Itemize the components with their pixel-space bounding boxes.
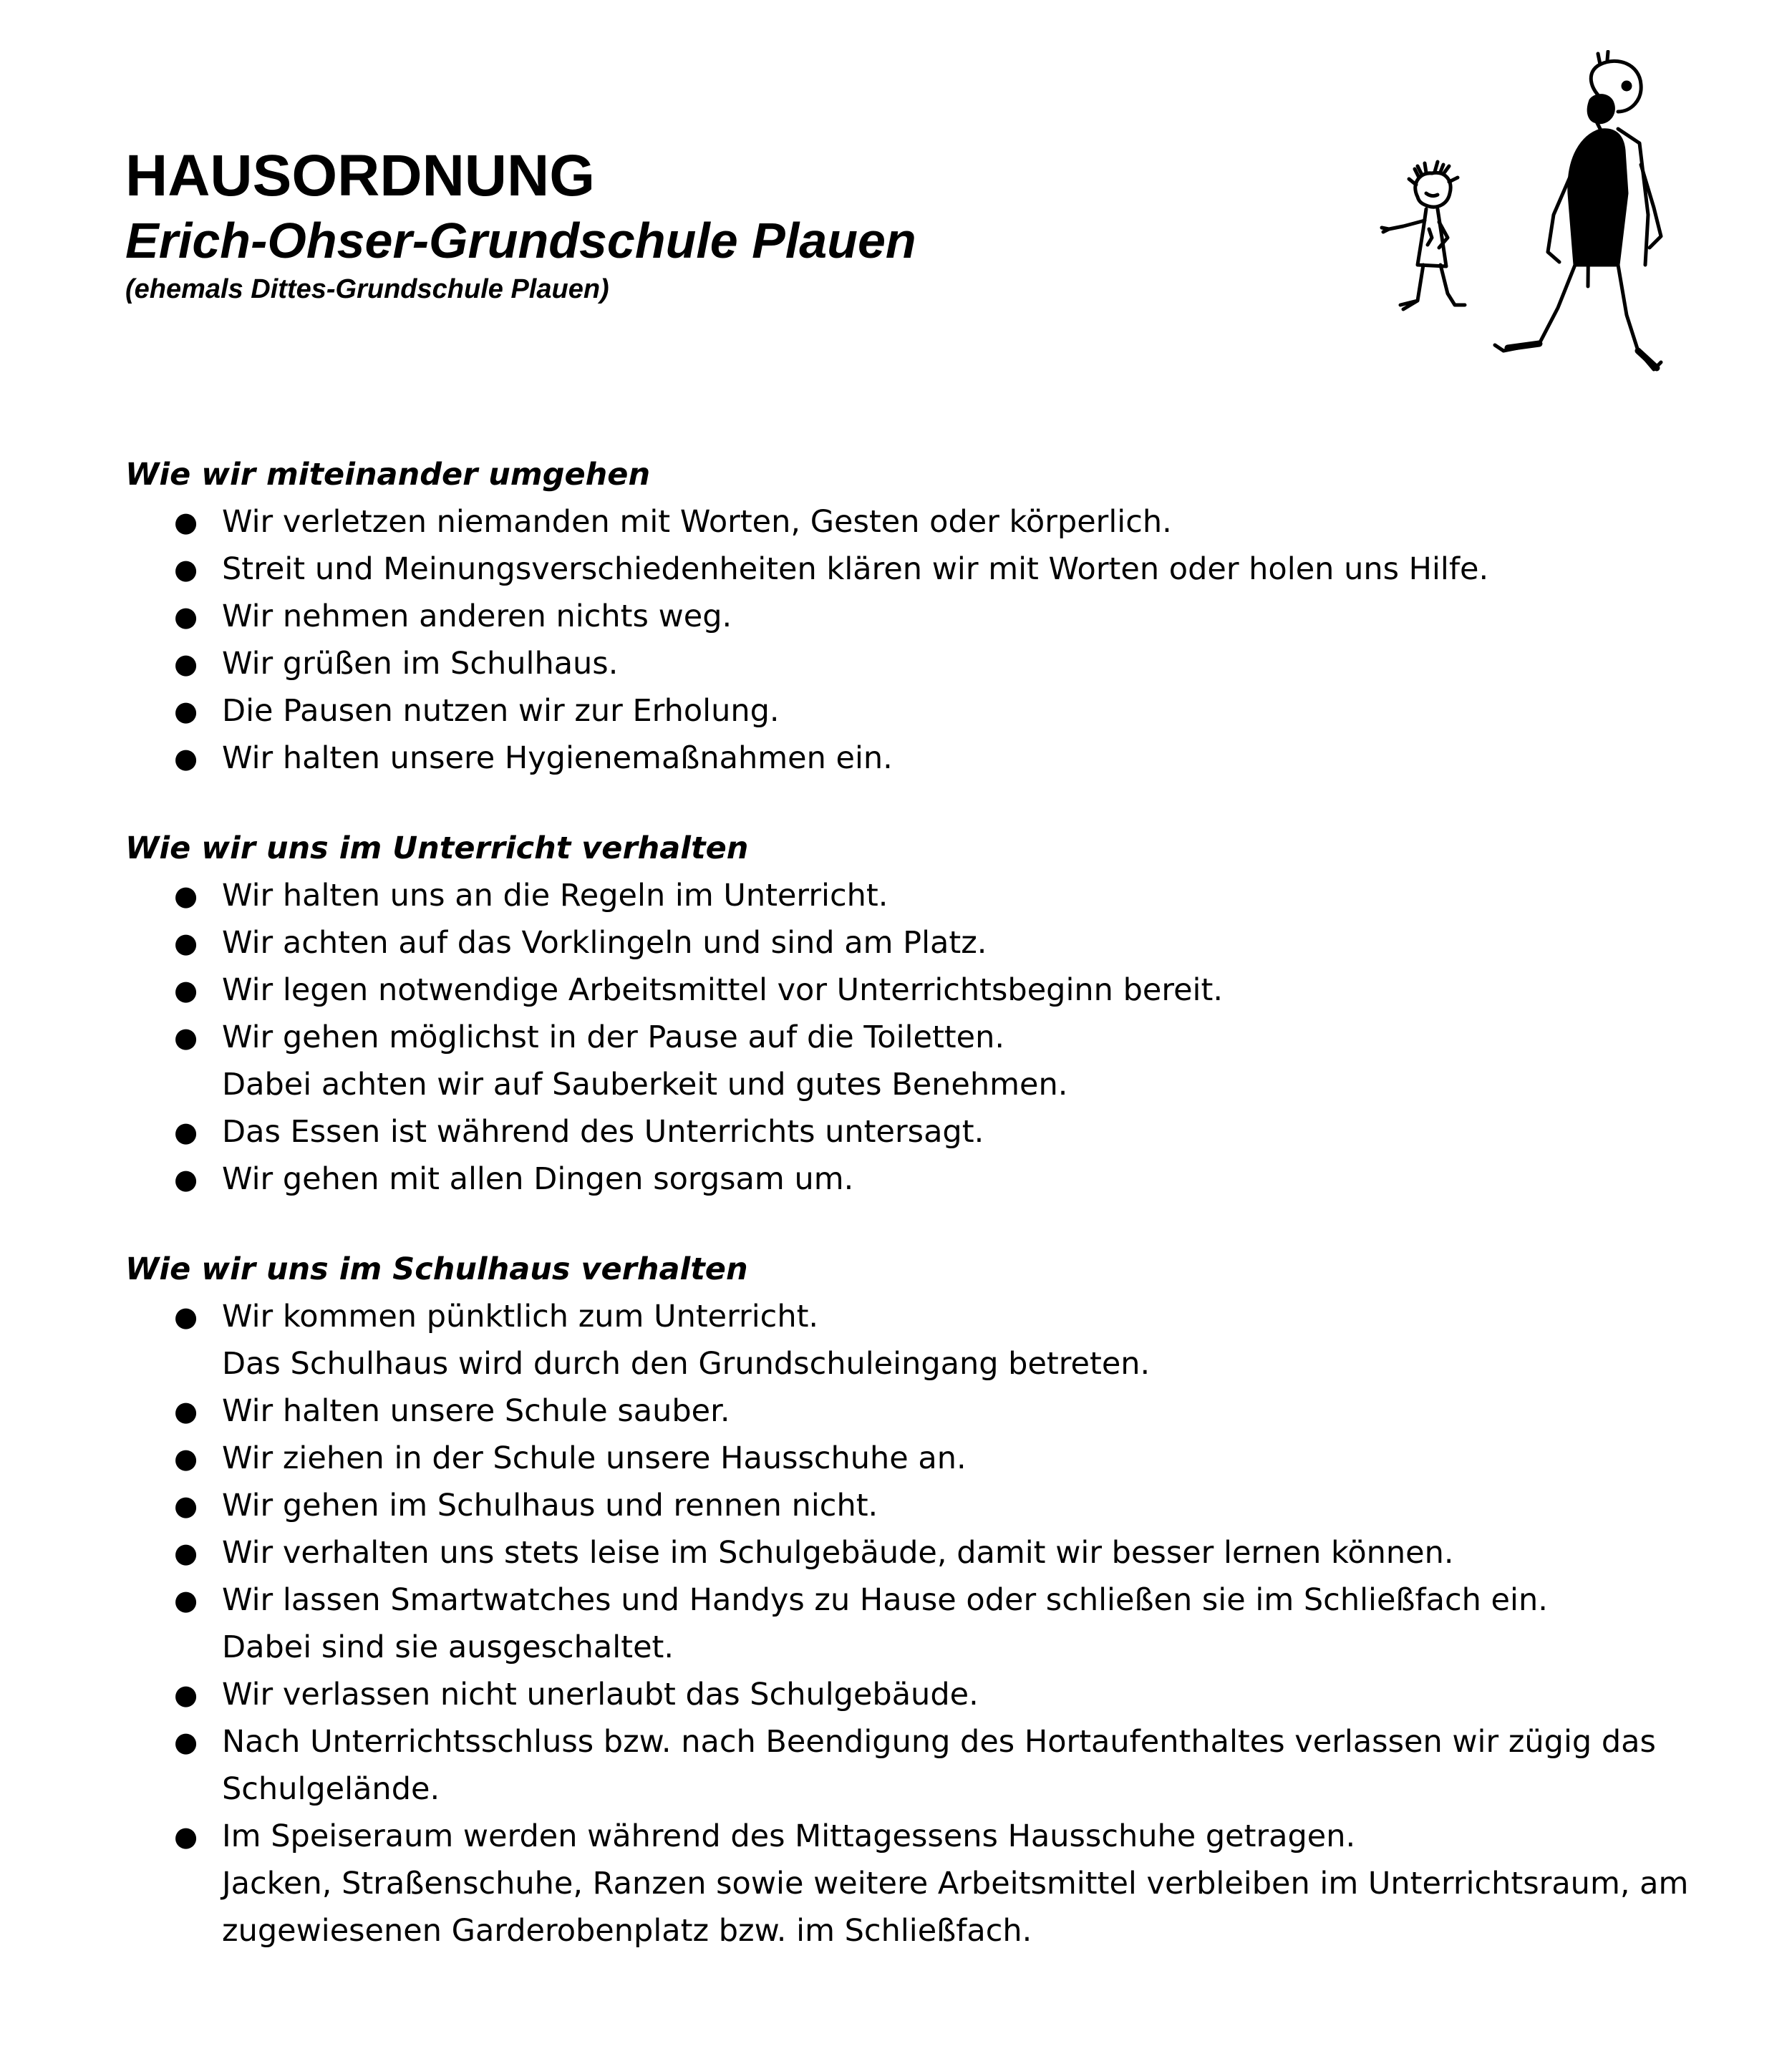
rule-text: Streit und Meinungsverschiedenheiten klären wir mit Worten oder holen uns Hilfe.	[222, 551, 1489, 587]
rule-item	[125, 1387, 1715, 1435]
rule-item	[125, 1435, 1715, 1482]
rule-item	[125, 546, 1715, 593]
bullet-icon: ●	[174, 553, 198, 585]
rule-item	[125, 1576, 1715, 1671]
document-title: HAUSORDNUNG	[125, 143, 595, 208]
rule-text: Das Essen ist während des Unterrichts untersagt.	[222, 1114, 984, 1150]
rule-text: zugewiesenen Garderobenplatz bzw. im Schließfach.	[222, 1913, 1032, 1949]
rules-content	[125, 451, 1715, 1997]
rule-text: Wir lassen Smartwatches und Handys zu Hause oder schließen sie im Schließfach ein.	[222, 1582, 1548, 1618]
rule-text: Dabei sind sie ausgeschaltet.	[222, 1629, 674, 1665]
bullet-icon: ●	[174, 695, 198, 727]
rule-item	[125, 966, 1715, 1014]
rules-section	[125, 1246, 1715, 1954]
bullet-icon: ●	[174, 1679, 198, 1710]
rule-text: Nach Unterrichtsschluss bzw. nach Beendigung des Hortaufenthaltes verlassen wir zügig das	[222, 1724, 1656, 1760]
rule-item	[125, 1293, 1715, 1387]
bullet-icon: ●	[174, 506, 198, 538]
rule-text: Wir verlassen nicht unerlaubt das Schulgebäude.	[222, 1677, 979, 1712]
rule-text: Wir halten uns an die Regeln im Unterricht.	[222, 878, 888, 914]
rule-item	[125, 1718, 1715, 1813]
rule-text: Schulgelände.	[222, 1771, 440, 1807]
rule-item	[125, 498, 1715, 546]
rule-item	[125, 1813, 1715, 1954]
rule-text: Wir kommen pünktlich zum Unterricht.	[222, 1299, 819, 1334]
bullet-icon: ●	[174, 742, 198, 774]
bullet-icon: ●	[174, 1301, 198, 1332]
rule-item	[125, 1529, 1715, 1576]
rule-text: Wir ziehen in der Schule unsere Hausschuhe an.	[222, 1440, 967, 1476]
bullet-icon: ●	[174, 601, 198, 632]
bullet-icon: ●	[174, 880, 198, 911]
section-heading: Wie wir uns im Unterricht verhalten	[125, 830, 749, 866]
rule-text: Im Speiseraum werden während des Mittagessens Hausschuhe getragen.	[222, 1818, 1356, 1854]
rule-text: Wir grüßen im Schulhaus.	[222, 646, 619, 682]
rule-list	[125, 872, 1715, 1203]
rule-list	[125, 498, 1715, 782]
rule-item	[125, 640, 1715, 687]
rule-item	[125, 687, 1715, 735]
bullet-icon: ●	[174, 1395, 198, 1427]
bullet-icon: ●	[174, 1443, 198, 1474]
rule-item	[125, 872, 1715, 919]
bullet-icon: ●	[174, 1584, 198, 1616]
rules-section	[125, 825, 1715, 1203]
bullet-icon: ●	[174, 1537, 198, 1569]
rule-item	[125, 919, 1715, 966]
rule-text: Wir halten unsere Hygienemaßnahmen ein.	[222, 740, 893, 776]
father-and-son-drawing-icon	[1360, 50, 1733, 394]
rule-text: Wir verletzen niemanden mit Worten, Gesten oder körperlich.	[222, 504, 1172, 540]
rule-text: Die Pausen nutzen wir zur Erholung.	[222, 693, 780, 729]
school-name: Erich-Ohser-Grundschule Plauen	[125, 213, 916, 268]
bullet-icon: ●	[174, 648, 198, 679]
rule-text: Wir verhalten uns stets leise im Schulgebäude, damit wir besser lernen können.	[222, 1535, 1454, 1571]
rule-text: Wir achten auf das Vorklingeln und sind am Platz.	[222, 925, 987, 961]
rules-section	[125, 451, 1715, 782]
rule-text: Wir nehmen anderen nichts weg.	[222, 599, 732, 634]
rule-item	[125, 1155, 1715, 1203]
rule-text: Wir gehen im Schulhaus und rennen nicht.	[222, 1488, 878, 1523]
bullet-icon: ●	[174, 974, 198, 1006]
bullet-icon: ●	[174, 1022, 198, 1053]
rule-text: Jacken, Straßenschuhe, Ranzen sowie weitere Arbeitsmittel verbleiben im Unterrichtsraum, am	[222, 1866, 1689, 1901]
bullet-icon: ●	[174, 1163, 198, 1195]
rule-text: Wir legen notwendige Arbeitsmittel vor Unterrichtsbeginn bereit.	[222, 972, 1224, 1008]
rule-item	[125, 1014, 1715, 1108]
bullet-icon: ●	[174, 1116, 198, 1148]
rule-item	[125, 1108, 1715, 1155]
rule-item	[125, 1482, 1715, 1529]
rule-text: Wir halten unsere Schule sauber.	[222, 1393, 730, 1429]
rule-text: Das Schulhaus wird durch den Grundschuleingang betreten.	[222, 1346, 1151, 1382]
rule-text: Wir gehen mit allen Dingen sorgsam um.	[222, 1161, 854, 1197]
bullet-icon: ●	[174, 1821, 198, 1852]
rule-text: Wir gehen möglichst in der Pause auf die Toiletten.	[222, 1019, 1005, 1055]
section-heading: Wie wir miteinander umgehen	[125, 457, 651, 493]
rule-item	[125, 735, 1715, 782]
rule-list	[125, 1293, 1715, 1954]
section-heading: Wie wir uns im Schulhaus verhalten	[125, 1251, 748, 1287]
rule-item	[125, 1671, 1715, 1718]
bullet-icon: ●	[174, 927, 198, 959]
former-school-name: (ehemals Dittes-Grundschule Plauen)	[125, 274, 609, 304]
rule-text: Dabei achten wir auf Sauberkeit und gutes Benehmen.	[222, 1067, 1068, 1103]
bullet-icon: ●	[174, 1726, 198, 1758]
bullet-icon: ●	[174, 1490, 198, 1521]
rule-item	[125, 593, 1715, 640]
document-header	[125, 143, 916, 306]
